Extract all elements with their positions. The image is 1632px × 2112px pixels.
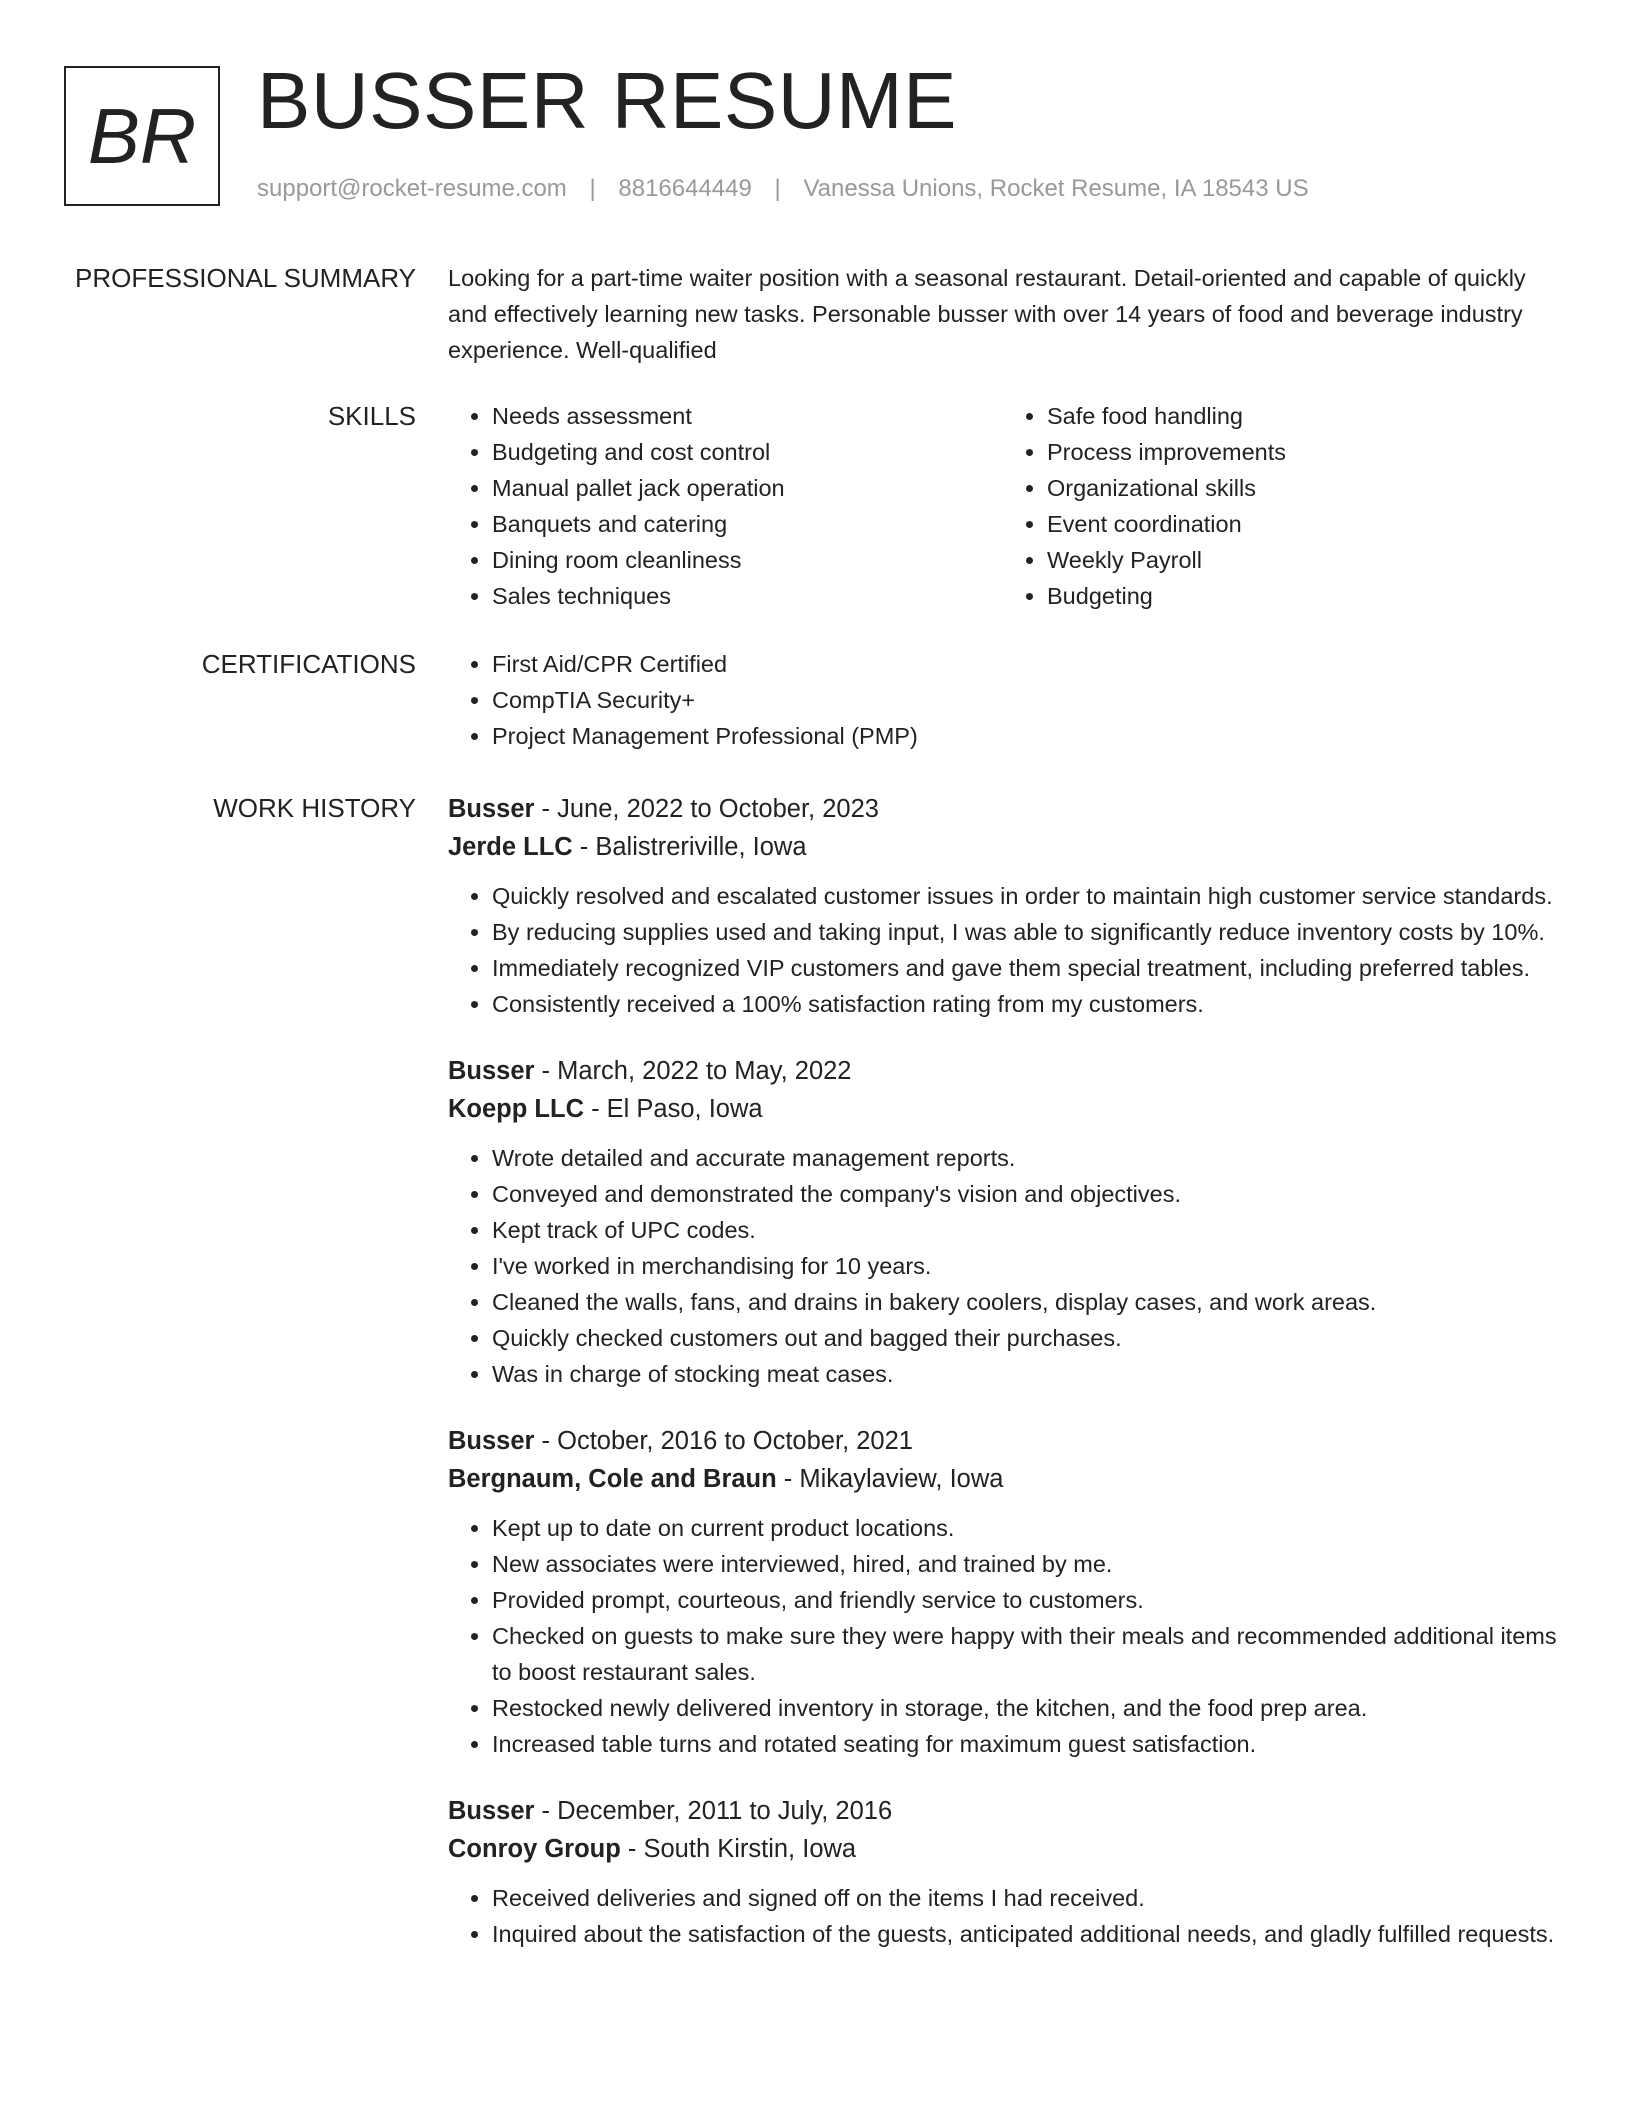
list-item: • Quickly resolved and escalated customer issues in order to maintain high customer service standards. xyxy=(492,878,1558,914)
list-item: • Needs assessment xyxy=(492,398,1003,434)
list-item: • Budgeting xyxy=(1047,578,1558,614)
job-entry xyxy=(448,1792,1558,1952)
list-item: • Organizational skills xyxy=(1047,470,1558,506)
job-location: - Mikaylaview, Iowa xyxy=(776,1465,1004,1493)
job-dates: - June, 2022 to October, 2023 xyxy=(534,795,879,823)
job-bullets xyxy=(448,1140,1558,1392)
job-company-line xyxy=(448,1830,1558,1868)
job-bullets xyxy=(448,1510,1558,1762)
skills-list-left xyxy=(448,398,1003,614)
contact-address: Vanessa Unions, Rocket Resume, IA 18543 US xyxy=(803,175,1309,202)
list-item: • Provided prompt, courteous, and friendly service to customers. xyxy=(492,1582,1558,1618)
list-item: • Project Management Professional (PMP) xyxy=(492,718,1558,754)
job-title: Busser xyxy=(448,795,535,823)
list-item: • Was in charge of stocking meat cases. xyxy=(492,1356,1558,1392)
monogram-box: BR xyxy=(64,66,220,206)
list-item: • Weekly Payroll xyxy=(1047,542,1558,578)
list-item: • Banquets and catering xyxy=(492,506,1003,542)
list-item: • Budgeting and cost control xyxy=(492,434,1003,470)
job-entry xyxy=(448,790,1558,1022)
list-item: • Kept track of UPC codes. xyxy=(492,1212,1558,1248)
skills-content xyxy=(448,398,1558,614)
list-item: • By reducing supplies used and taking input, I was able to significantly reduce inventory costs by 10%. xyxy=(492,914,1558,950)
certifications-list xyxy=(448,646,1558,754)
job-title-line xyxy=(448,1792,1558,1830)
list-item: • Kept up to date on current product locations. xyxy=(492,1510,1558,1546)
contact-line xyxy=(257,175,1309,203)
list-item: • Wrote detailed and accurate management reports. xyxy=(492,1140,1558,1176)
job-entry xyxy=(448,1052,1558,1392)
job-company-line xyxy=(448,828,1558,866)
list-item: • Restocked newly delivered inventory in storage, the kitchen, and the food prep area. xyxy=(492,1690,1558,1726)
list-item: • First Aid/CPR Certified xyxy=(492,646,1558,682)
job-company: Jerde LLC xyxy=(448,833,573,861)
work-history-content xyxy=(448,790,1558,1982)
job-title: Busser xyxy=(448,1797,535,1825)
list-item: • Event coordination xyxy=(1047,506,1558,542)
list-item: • Immediately recognized VIP customers and gave them special treatment, including preferred tables. xyxy=(492,950,1558,986)
list-item: • Consistently received a 100% satisfaction rating from my customers. xyxy=(492,986,1558,1022)
job-title-line xyxy=(448,1422,1558,1460)
list-item: • Inquired about the satisfaction of the guests, anticipated additional needs, and gladly fulfilled requests. xyxy=(492,1916,1558,1952)
list-item: • CompTIA Security+ xyxy=(492,682,1558,718)
job-location: - Balistreriville, Iowa xyxy=(572,833,807,861)
job-dates: - October, 2016 to October, 2021 xyxy=(534,1427,913,1455)
list-item: • Quickly checked customers out and bagged their purchases. xyxy=(492,1320,1558,1356)
section-label-summary: PROFESSIONAL SUMMARY xyxy=(75,263,416,293)
job-title-line xyxy=(448,1052,1558,1090)
job-location: - El Paso, Iowa xyxy=(583,1095,763,1123)
job-company-line xyxy=(448,1460,1558,1498)
job-dates: - December, 2011 to July, 2016 xyxy=(534,1797,893,1825)
list-item: • I've worked in merchandising for 10 years. xyxy=(492,1248,1558,1284)
job-bullets xyxy=(448,1880,1558,1952)
skills-list-right xyxy=(1003,398,1558,614)
job-title-line xyxy=(448,790,1558,828)
job-location: - South Kirstin, Iowa xyxy=(620,1835,857,1863)
list-item: • Increased table turns and rotated seating for maximum guest satisfaction. xyxy=(492,1726,1558,1762)
list-item: • Sales techniques xyxy=(492,578,1003,614)
job-company-line xyxy=(448,1090,1558,1128)
job-bullets xyxy=(448,878,1558,1022)
list-item: • Conveyed and demonstrated the company's vision and objectives. xyxy=(492,1176,1558,1212)
list-item: • Process improvements xyxy=(1047,434,1558,470)
contact-phone: 8816644449 xyxy=(618,175,752,202)
job-title: Busser xyxy=(448,1057,535,1085)
skills-columns xyxy=(448,398,1558,614)
contact-email: support@rocket-resume.com xyxy=(257,175,567,202)
list-item: • Checked on guests to make sure they were happy with their meals and recommended additional items to boost restaurant sales. xyxy=(492,1618,1558,1690)
job-entry xyxy=(448,1422,1558,1762)
section-label-certifications: CERTIFICATIONS xyxy=(201,649,416,679)
list-item: • Cleaned the walls, fans, and drains in bakery coolers, display cases, and work areas. xyxy=(492,1284,1558,1320)
list-item: • New associates were interviewed, hired, and trained by me. xyxy=(492,1546,1558,1582)
list-item: • Received deliveries and signed off on the items I had received. xyxy=(492,1880,1558,1916)
summary-text: Looking for a part-time waiter position with a seasonal restaurant. Detail-oriented and capable of quickly and effectively learning new tasks. Personable busser with over 14 years of food and beverage industry experience. Well-qualified xyxy=(448,265,1526,363)
job-company: Koepp LLC xyxy=(448,1095,584,1123)
job-title: Busser xyxy=(448,1427,535,1455)
list-item: • Dining room cleanliness xyxy=(492,542,1003,578)
job-company: Conroy Group xyxy=(448,1835,621,1863)
certifications-content xyxy=(448,646,1558,754)
job-dates: - March, 2022 to May, 2022 xyxy=(534,1057,852,1085)
list-item: • Manual pallet jack operation xyxy=(492,470,1003,506)
summary-content xyxy=(448,260,1558,368)
section-label-skills: SKILLS xyxy=(327,401,416,431)
section-label-work-history: WORK HISTORY xyxy=(213,793,416,823)
job-company: Bergnaum, Cole and Braun xyxy=(448,1465,777,1493)
list-item: • Safe food handling xyxy=(1047,398,1558,434)
contact-separator: | xyxy=(589,175,596,202)
contact-separator: | xyxy=(774,175,781,202)
resume-title: BUSSER RESUME xyxy=(257,56,957,145)
